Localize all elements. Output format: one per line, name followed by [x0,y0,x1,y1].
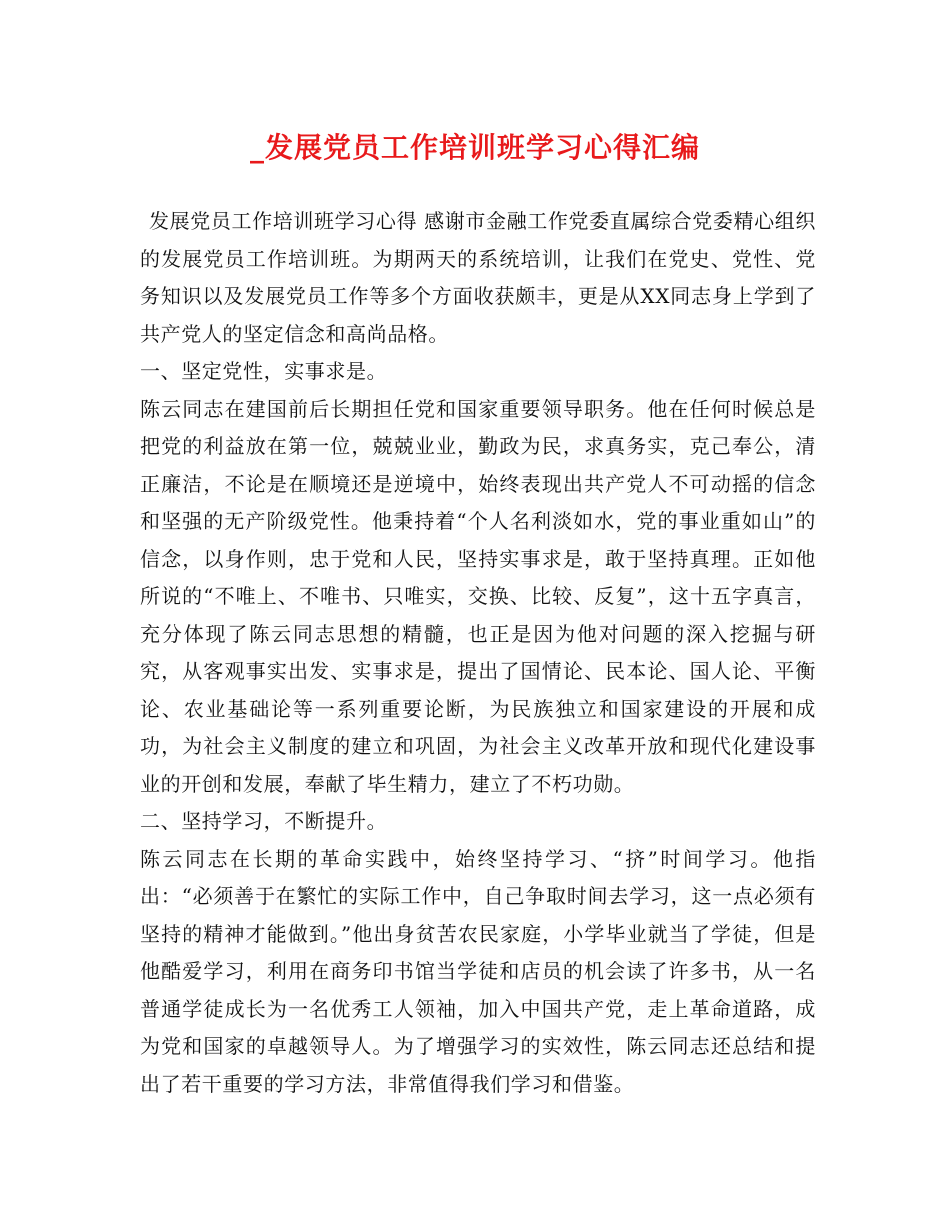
intro-paragraph: 发展党员工作培训班学习心得 感谢市金融工作党委直属综合党委精心组织的发展党员工作培训班。为期两天的系统培训，让我们在党史、党性、党务知识以及发展党员工作等多个方面收获颇丰，更是从XX同志身上学到了共产党人的坚定信念和高尚品格。 [140,209,816,346]
section-heading-2: 二、坚持学习，不断提升。 [140,809,388,833]
document-body [140,203,816,1103]
section-paragraph-1: 陈云同志在建国前后长期担任党和国家重要领导职务。他在任何时候总是把党的利益放在第一位，兢兢业业，勤政为民，求真务实，克己奉公，清正廉洁，不论是在顺境还是逆境中，始终表现出共产党人不可动摇的信念和坚强的无产阶级党性。他秉持着“个人名利淡如水，党的事业重如山”的信念，以身作则，忠于党和人民，坚持实事求是，敢于坚持真理。正如他所说的“不唯上、不唯书、只唯实，交换、比较、反复”，这十五字真言，充分体现了陈云同志思想的精髓，也正是因为他对问题的深入挖掘与研究，从客观事实出发、实事求是，提出了国情论、民本论、国人论、平衡论、农业基础论等一系列重要论断，为民族独立和国家建设的开展和成功，为社会主义制度的建立和巩固，为社会主义改革开放和现代化建设事业的开创和发展，奉献了毕生精力，建立了不朽功勋。 [140,396,816,796]
section-heading-1: 一、坚定党性，实事求是。 [140,359,388,383]
document-title: _发展党员工作培训班学习心得汇编 [249,131,700,164]
section-paragraph-2: 陈云同志在长期的革命实践中，始终坚持学习、“挤”时间学习。他指出：“必须善于在繁忙的实际工作中，自己争取时间去学习，这一点必须有坚持的精神才能做到。”他出身贫苦农民家庭，小学毕业就当了学徒，但是他酷爱学习，利用在商务印书馆当学徒和店员的机会读了许多书，从一名普通学徒成长为一名优秀工人领袖，加入中国共产党，走上革命道路，成为党和国家的卓越领导人。为了增强学习的实效性，陈云同志还总结和提出了若干重要的学习方法，非常值得我们学习和借鉴。 [140,846,816,1096]
